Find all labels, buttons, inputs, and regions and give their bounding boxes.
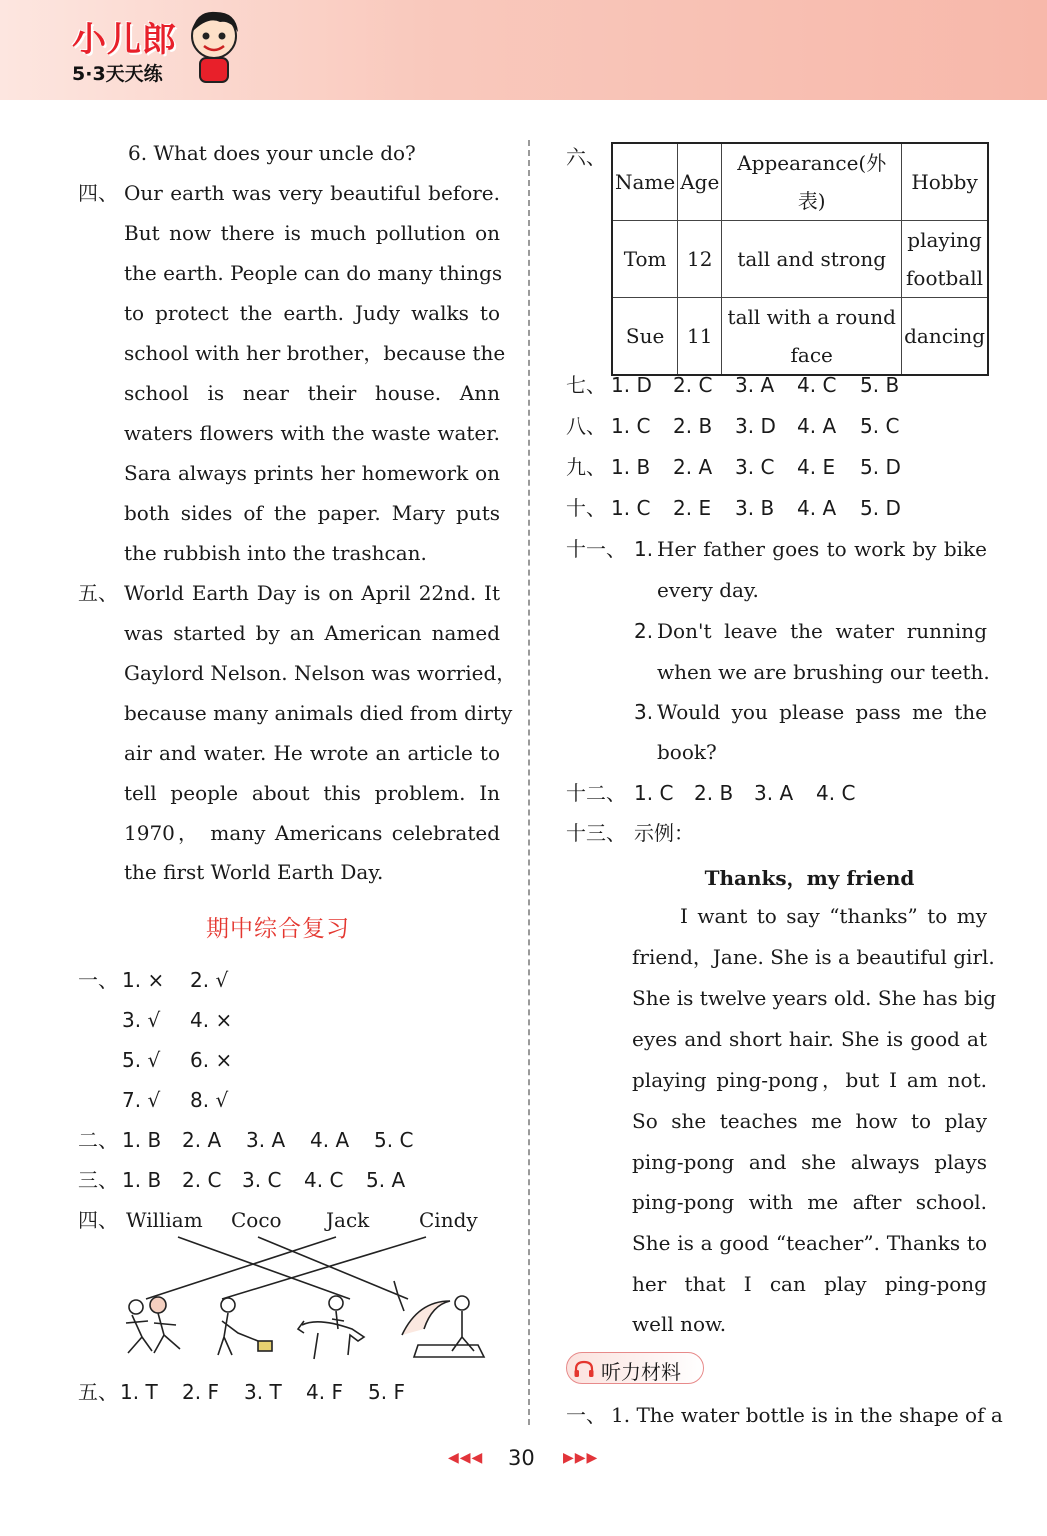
answer: 5. F — [368, 1380, 405, 1404]
headphone-icon — [573, 1360, 595, 1378]
section-9-marker: 九、 — [566, 455, 606, 479]
essay-line: well now. — [632, 1312, 727, 1336]
answer: 1. B — [122, 1168, 162, 1192]
passage-line: both sides of the paper. Mary puts — [124, 501, 500, 525]
answer: 3. √ — [122, 1008, 161, 1032]
answer: 5. D — [860, 455, 901, 479]
answer: 5. A — [366, 1168, 406, 1192]
table-header: Appearance(外表) — [722, 143, 902, 221]
left-arrows-icon: ◀◀◀ — [448, 1450, 484, 1466]
table-cell: tall and strong — [722, 221, 902, 298]
answer: 5. √ — [122, 1048, 161, 1072]
name-jack: Jack — [326, 1208, 370, 1232]
table-cell: dancing — [902, 298, 988, 376]
passage-line: waters flowers with the waste water. — [124, 421, 500, 445]
sentence-line: Would you please pass me the — [657, 700, 987, 724]
answer: 3. C — [242, 1168, 282, 1192]
sentence-number: 2. — [634, 619, 654, 643]
answer: 7. √ — [122, 1088, 161, 1112]
essay-title: Thanks，my friend — [704, 866, 915, 890]
example-label: 示例： — [634, 821, 694, 845]
passage-line: air and water. He wrote an article to — [124, 741, 500, 765]
answer: 1. C — [611, 496, 651, 520]
table-cell: 12 — [678, 221, 722, 298]
section-6-marker: 六、 — [566, 145, 606, 169]
name-coco: Coco — [231, 1208, 282, 1232]
answer: 4. A — [797, 496, 837, 520]
answer: 3. B — [735, 496, 775, 520]
section-7-marker: 七、 — [566, 373, 606, 397]
passage-line: school with her brother，because the — [124, 341, 506, 365]
page-number: 30 — [508, 1446, 535, 1470]
brand-logo — [72, 12, 177, 86]
passage-line: Our earth was very beautiful before. — [124, 181, 500, 205]
sentence-line: every day. — [657, 578, 759, 602]
midterm-review-title: 期中综合复习 — [206, 916, 350, 942]
boy-riding-horse-icon — [298, 1296, 364, 1359]
essay-line: playing ping-pong，but I am not. — [632, 1068, 987, 1092]
table-header: Hobby — [902, 143, 988, 221]
answer: 3. T — [244, 1380, 282, 1404]
answer: 4. A — [797, 414, 837, 438]
match-line — [146, 1237, 336, 1299]
table-row — [612, 221, 988, 298]
table-cell: Tom — [612, 221, 678, 298]
cell-line: tall with a round — [727, 305, 896, 329]
table-cell: Sue — [612, 298, 678, 376]
answer: 2. A — [673, 455, 713, 479]
answer: 4. C — [816, 781, 856, 805]
passage-line: to protect the earth. Judy walks to — [124, 301, 500, 325]
essay-line: So she teaches me how to play — [632, 1109, 987, 1133]
section-10-marker: 十、 — [566, 496, 606, 520]
table-header: Name — [612, 143, 678, 221]
passage-line: tell people about this problem. In — [124, 781, 500, 805]
answer: 3. D — [735, 414, 776, 438]
answer: 5. C — [860, 414, 900, 438]
section-8-marker: 八、 — [566, 414, 606, 438]
passage-line: school is near their house. Ann — [124, 381, 500, 405]
match-line — [258, 1237, 408, 1299]
passage-line: 1970， many Americans celebrated — [124, 821, 500, 845]
girl-walking-dog-icon — [218, 1298, 272, 1355]
name-william: William — [126, 1208, 203, 1232]
sentence-number: 1. — [634, 537, 654, 561]
passage-line: But now there is much pollution on — [124, 221, 500, 245]
answer: 4. F — [306, 1380, 343, 1404]
essay-line: friend，Jane. She is a beautiful girl. — [632, 945, 995, 969]
sentence-number: 3. — [634, 700, 654, 724]
passage-line: Sara always prints her homework on — [124, 461, 500, 485]
right-arrows-icon: ▶▶▶ — [563, 1450, 599, 1466]
section-5-marker: 五、 — [78, 581, 118, 605]
answer: 2. B — [694, 781, 734, 805]
section-4-marker: 四、 — [78, 181, 118, 205]
answer: 2. C — [182, 1168, 222, 1192]
essay-line: She is a good “teacher”. Thanks to — [632, 1231, 987, 1255]
answer: 8. √ — [190, 1088, 229, 1112]
matching-illustration — [118, 1225, 488, 1365]
page-header — [0, 0, 1047, 100]
table-cell — [722, 298, 902, 376]
answer: 2. √ — [190, 968, 229, 992]
answer: 4. C — [304, 1168, 344, 1192]
passage-line: the earth. People can do many things — [124, 261, 503, 285]
answer: 2. C — [673, 373, 713, 397]
logo-title: 小儿郎 — [72, 20, 177, 60]
answer: 1. B — [122, 1128, 162, 1152]
boy-mascot-icon — [186, 6, 242, 86]
answer: 3. C — [735, 455, 775, 479]
review-4-marker: 四、 — [78, 1208, 118, 1232]
answer: 2. E — [673, 496, 712, 520]
essay-line: She is twelve years old. She has big — [632, 986, 997, 1010]
table-cell — [902, 221, 988, 298]
answer: 4. C — [797, 373, 837, 397]
column-divider — [528, 140, 530, 1425]
answer: 1. C — [611, 414, 651, 438]
cell-line: playing — [907, 228, 982, 252]
answer: 5. B — [860, 373, 900, 397]
answer: 4. E — [797, 455, 836, 479]
sentence-line: when we are brushing our teeth. — [657, 660, 990, 684]
essay-line: I want to say “thanks” to my — [680, 904, 987, 928]
passage-line: World Earth Day is on April 22nd. It — [124, 581, 500, 605]
person-info-table — [611, 142, 989, 376]
answer: 3. A — [246, 1128, 286, 1152]
answer: 1. × — [122, 968, 165, 992]
answer: 5. D — [860, 496, 901, 520]
review-5-marker: 五、 — [78, 1380, 118, 1404]
answer: 2. F — [182, 1380, 219, 1404]
answer: 4. × — [190, 1008, 233, 1032]
children-playing-icon — [126, 1297, 180, 1353]
section-11-marker: 十一、 — [566, 537, 626, 561]
table-header: Age — [678, 143, 722, 221]
sentence-line: book? — [657, 740, 717, 764]
name-cindy: Cindy — [419, 1208, 478, 1232]
answer: 1. C — [634, 781, 674, 805]
answer: 2. A — [182, 1128, 222, 1152]
passage-line: because many animals died from dirty — [124, 701, 513, 725]
essay-line: eyes and short hair. She is good at — [632, 1027, 987, 1051]
answer: 1. D — [611, 373, 652, 397]
sentence-line: Her father goes to work by bike — [657, 537, 987, 561]
passage-line: the first World Earth Day. — [124, 860, 384, 884]
review-1-marker: 一、 — [78, 968, 118, 992]
review-3-marker: 三、 — [78, 1168, 118, 1192]
family-picnic-icon — [394, 1281, 484, 1357]
listening-1-marker: 一、 — [566, 1403, 606, 1427]
cell-line: face — [790, 343, 833, 367]
listening-material-badge — [566, 1352, 704, 1384]
answer: 1. T — [120, 1380, 158, 1404]
table-row — [612, 298, 988, 376]
answer: 5. C — [374, 1128, 414, 1152]
passage-line: Gaylord Nelson. Nelson was worried， — [124, 661, 517, 685]
logo-subtitle: 5·3天天练 — [72, 63, 163, 85]
sentence-line: Don't leave the water running — [657, 619, 987, 643]
essay-line: her that I can play ping-pong — [632, 1272, 987, 1296]
essay-line: ping-pong with me after school. — [632, 1190, 987, 1214]
answer: 1. B — [611, 455, 651, 479]
review-2-marker: 二、 — [78, 1128, 118, 1152]
listening-material-label: 听力材料 — [601, 1360, 681, 1384]
question-6: 6. What does your uncle do? — [128, 141, 416, 165]
answer: 3. A — [754, 781, 794, 805]
section-12-marker: 十二、 — [566, 781, 626, 805]
cell-line: football — [906, 266, 984, 290]
table-header-row — [612, 143, 988, 221]
section-13-marker: 十三、 — [566, 821, 626, 845]
answer: 6. × — [190, 1048, 233, 1072]
listening-line: 1. The water bottle is in the shape of a — [611, 1403, 1003, 1427]
answer: 3. A — [735, 373, 775, 397]
answer: 2. B — [673, 414, 713, 438]
passage-line: the rubbish into the trashcan. — [124, 541, 427, 565]
answer: 4. A — [310, 1128, 350, 1152]
essay-line: ping-pong and she always plays — [632, 1150, 987, 1174]
passage-line: was started by an American named — [124, 621, 500, 645]
table-cell: 11 — [678, 298, 722, 376]
